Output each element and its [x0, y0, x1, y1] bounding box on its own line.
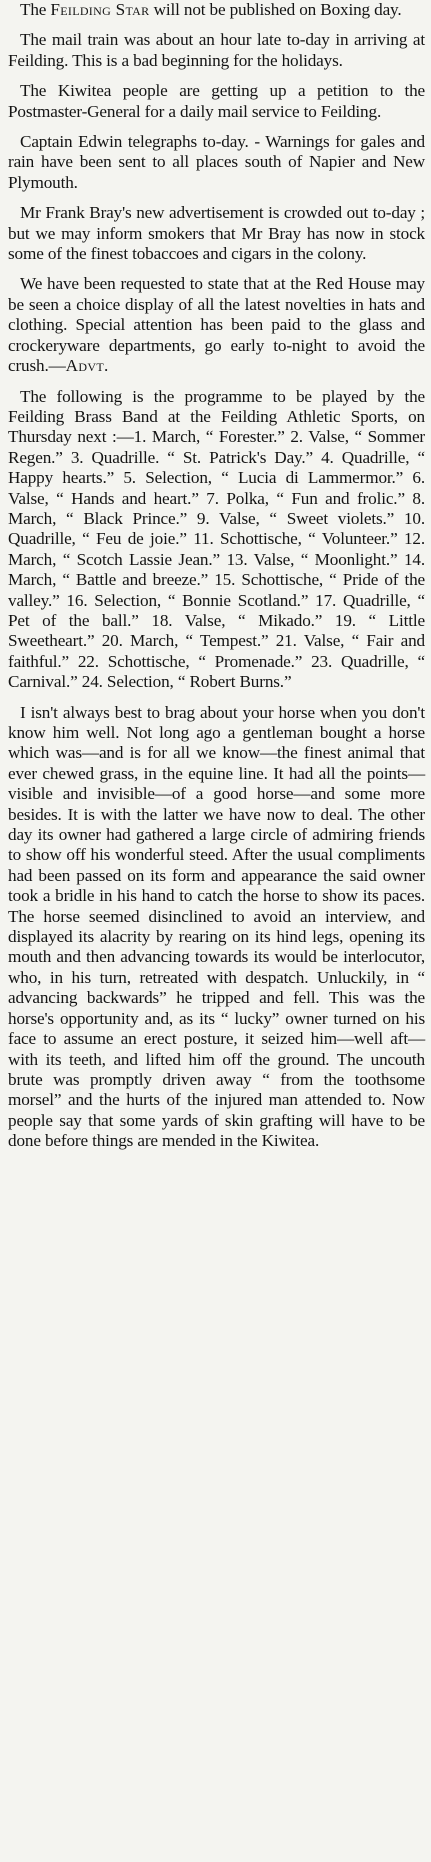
text-segment: I isn't always best to brag about your horse when you don't know him well. Not long ago a gentleman bought a horse which was—and is for all we know—the finest animal that ever chewed grass, in the equine line. It had all the points—visible and invisible—of a good horse—and some more besides. It is with the latter we have now to deal. The other day its owner had gathered a large circle of admiring friends to show off his wonderful steed. After the usual compliments had been passed on its form and appearance the said owner took a bridle in his hand to catch the horse to show its paces. The horse seemed disinclined to avoid an interview, and displayed its alacrity by rearing on its hind legs, opening its mouth and then advancing towards its would be interlocutor, who, in his turn, retreated with despatch. Unluckily, in “ advancing backwards” he tripped and fell. This was the horse's opportunity and, as its “ lucky” owner turned on his face to assume an erect posture, it seized him—well aft—with its teeth, and lifted him off the ground. The uncouth brute was promptly driven away “ from the toothsome morsel” and the hurts of the injured man attended to. Now people say that some yards of skin grafting will have to be done before things are mended in the Kiwitea. — [8, 702, 425, 1151]
paragraph-weather-warning — [8, 132, 425, 193]
newspaper-name: Feilding Star — [50, 0, 150, 19]
advert-marker: Advt. — [65, 356, 109, 376]
paragraph-kiwitea-petition — [8, 81, 425, 122]
paragraph-feilding-star — [8, 0, 425, 20]
paragraph-mail-train — [8, 30, 425, 71]
text-segment: The following is the programme to be played by the Feilding Brass Band at the Feilding Athletic Sports, on Thursday next :—1. March, “ Forester.” 2. Valse, “ Sommer Regen.” 3. Quadrille. “ St. Patrick's Day.” 4. Quadrille, “ Happy hearts.” 5. Selection, “ Lucia di Lammermor.” 6. Valse, “ Hands and heart.” 7. Polka, “ Fun and frolic.” 8. March, “ Black Prince.” 9. Valse, “ Sweet violets.” 10. Quadrille, “ Feu de joie.” 11. Schottische, “ Volunteer.” 12. March, “ Scotch Lassie Jean.” 13. Valse, “ Moonlight.” 14. March, “ Battle and breeze.” 15. Schottische, “ Pride of the valley.” 16. Selection, “ Bonnie Scotland.” 17. Quadrille, “ Pet of the ball.” 18. Valse, “ Mikado.” 19. “ Little Sweetheart.” 20. March, “ Tempest.” 21. Valse, “ Fair and faithful.” 22. Schottische, “ Promenade.” 23. Quadrille, “ Carnival.” 24. Selection, “ Robert Burns.” — [8, 386, 425, 692]
text-segment: Mr Frank Bray's new advertisement is crowded out to-day ; but we may inform smokers that Mr Bray has now in stock some of the finest tobaccoes and cigars in the colony. — [8, 203, 425, 264]
paragraph-red-house-advert — [8, 274, 425, 376]
text-segment: We have been requested to state that at the Red House may be seen a choice display of all the latest novelties in hats and clothing. Special attention has been paid to the glass and crockeryware departments, go early to-night to avoid the crush.— — [8, 274, 425, 376]
text-segment: The mail train was about an hour late to-day in arriving at Feilding. This is a bad beginning for the holidays. — [8, 30, 425, 70]
paragraph-horse-story — [8, 703, 425, 1152]
text-segment: The Kiwitea people are getting up a petition to the Postmaster-General for a daily mail service to Feilding. — [8, 81, 425, 121]
text-segment: Captain Edwin telegraphs to-day. - Warnings for gales and rain have been sent to all places south of Napier and New Plymouth. — [8, 132, 425, 192]
text-segment: will not be published on Boxing day. — [149, 0, 402, 19]
paragraph-band-programme — [8, 387, 425, 693]
paragraph-frank-bray — [8, 203, 425, 264]
text-segment: The — [20, 0, 51, 19]
